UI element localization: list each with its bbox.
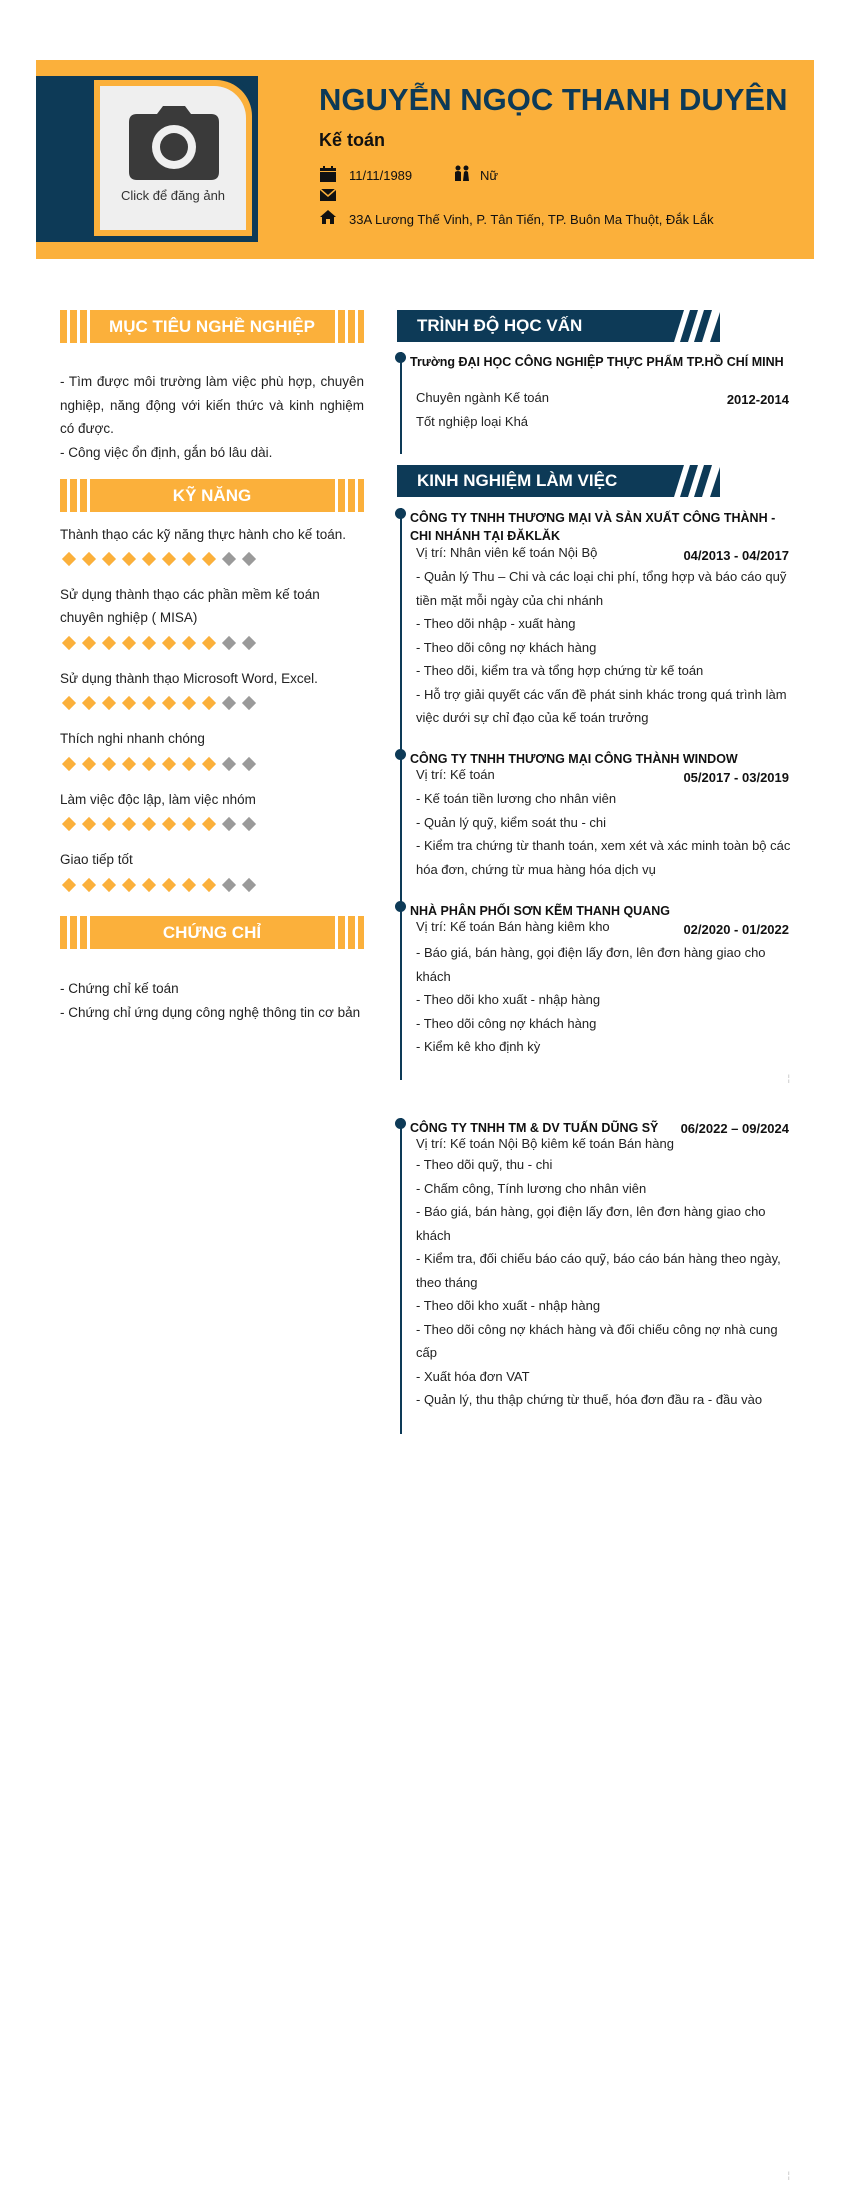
rating-empty-icon [242, 696, 256, 710]
job-duty: - Kiểm kê kho định kỳ [416, 1039, 541, 1054]
skill-rating [62, 634, 256, 652]
rating-filled-icon [62, 552, 76, 566]
job-company: CÔNG TY TNHH TM & DV TUẤN DŨNG SỸ [410, 1121, 659, 1135]
rating-filled-icon [162, 817, 176, 831]
objective-line: - Công việc ổn định, gắn bó lâu dài. [60, 444, 273, 460]
candidate-job-title: Kế toán [319, 130, 386, 150]
gender-value: Nữ [480, 168, 499, 183]
skill-rating [62, 694, 256, 712]
job-duty: - Kế toán tiền lương cho nhân viên [416, 791, 617, 806]
skill-name: Sử dụng thành thạo các phần mềm kế toán chuyên nghiệp ( MISA) [60, 587, 320, 625]
rating-filled-icon [62, 757, 76, 771]
rating-filled-icon [162, 757, 176, 771]
experience-timeline [400, 508, 402, 1080]
rating-filled-icon [142, 636, 156, 650]
rating-filled-icon [162, 696, 176, 710]
objective-text [60, 370, 364, 464]
school-name: Trường ĐẠI HỌC CÔNG NGHIỆP THỰC PHẨM TP.HỒ CHÍ MINH [410, 355, 784, 369]
job-role: Vị trí: Nhân viên kế toán Nội Bộ [416, 545, 598, 560]
rating-filled-icon [142, 696, 156, 710]
rating-filled-icon [82, 696, 96, 710]
rating-filled-icon [62, 636, 76, 650]
skill-name: Giao tiếp tốt [60, 852, 133, 867]
rating-empty-icon [222, 878, 236, 892]
job-period: 02/2020 - 01/2022 [683, 922, 789, 937]
education-major: Chuyên ngành Kế toán [416, 390, 549, 405]
rating-filled-icon [182, 878, 196, 892]
job-company: CÔNG TY TNHH THƯƠNG MẠI VÀ SẢN XUẤT CÔNG THÀNH - CHI NHÁNH TẠI ĐĂKLĂK [410, 511, 776, 543]
rating-empty-icon [222, 552, 236, 566]
rating-filled-icon [82, 636, 96, 650]
rating-filled-icon [162, 878, 176, 892]
skill-rating [62, 755, 256, 773]
job-duty: - Theo dõi, kiểm tra và tổng hợp chứng từ kế toán [416, 663, 704, 678]
job-role: Vị trí: Kế toán Nội Bộ kiêm kế toán Bán hàng [416, 1136, 674, 1151]
job-period: 06/2022 – 09/2024 [680, 1121, 789, 1136]
rating-filled-icon [102, 696, 116, 710]
job-duty: - Theo dõi quỹ, thu - chi [416, 1157, 553, 1172]
page-break-mark: ¦ [787, 1073, 790, 1083]
job-company: NHÀ PHÂN PHỐI SƠN KẼM THANH QUANG [410, 904, 670, 918]
education-dot [395, 352, 406, 363]
job-duty: - Chấm công, Tính lương cho nhân viên [416, 1180, 647, 1196]
job-duty: - Báo giá, bán hàng, gọi điện lấy đơn, lên đơn hàng giao cho khách [416, 1204, 766, 1243]
page-end-mark: ¦ [787, 2170, 790, 2180]
camera-icon[interactable] [129, 106, 219, 180]
rating-empty-icon [222, 636, 236, 650]
skill-name: Sử dụng thành thạo Microsoft Word, Excel. [60, 671, 318, 686]
objective-title: MỤC TIÊU NGHỀ NGHIỆP [109, 317, 315, 336]
job-duties [416, 565, 800, 730]
rating-filled-icon [202, 552, 216, 566]
certificates-list [60, 977, 364, 1024]
job-dot [395, 1118, 406, 1129]
rating-filled-icon [82, 817, 96, 831]
skill-name: Thành thạo các kỹ năng thực hành cho kế toán. [60, 527, 346, 542]
rating-filled-icon [102, 878, 116, 892]
gender-icon [453, 165, 471, 181]
address-value: 33A Lương Thế Vinh, P. Tân Tiến, TP. Buôn Ma Thuột, Đắk Lắk [349, 212, 714, 227]
rating-filled-icon [202, 696, 216, 710]
rating-empty-icon [242, 757, 256, 771]
job-duty: - Hỗ trợ giải quyết các vấn đề phát sinh khác trong quá trình làm việc dưới sự chỉ đạo của kế toán trưởng [416, 686, 787, 725]
photo-caption[interactable]: Click để đăng ảnh [120, 188, 226, 203]
rating-filled-icon [102, 757, 116, 771]
job-duty: - Kiểm tra chứng từ thanh toán, xem xét và xác minh toàn bộ các hóa đơn, chứng từ mua hàng hóa dịch vụ [416, 838, 791, 877]
job-duty: - Quản lý quỹ, kiểm soát thu - chi [416, 814, 607, 830]
rating-filled-icon [122, 696, 136, 710]
rating-empty-icon [222, 757, 236, 771]
experience-title: KINH NGHIỆM LÀM VIỆC [417, 471, 618, 490]
rating-filled-icon [142, 757, 156, 771]
rating-empty-icon [242, 878, 256, 892]
skill-rating [62, 815, 256, 833]
job-duty: - Theo dõi công nợ khách hàng [416, 639, 597, 655]
rating-filled-icon [162, 636, 176, 650]
job-duty: - Xuất hóa đơn VAT [416, 1368, 530, 1384]
rating-filled-icon [162, 552, 176, 566]
job-duty: - Theo dõi công nợ khách hàng [416, 1015, 597, 1031]
job-role: Vị trí: Kế toán Bán hàng kiêm kho [416, 919, 610, 934]
rating-filled-icon [202, 636, 216, 650]
rating-filled-icon [122, 757, 136, 771]
birthday-value: 11/11/1989 [349, 168, 413, 183]
rating-empty-icon [222, 696, 236, 710]
rating-filled-icon [82, 552, 96, 566]
skills-heading [60, 479, 364, 512]
rating-filled-icon [102, 552, 116, 566]
objective-heading [60, 310, 364, 343]
certificate-item: - Chứng chỉ kế toán [60, 981, 179, 996]
rating-filled-icon [82, 757, 96, 771]
rating-filled-icon [202, 878, 216, 892]
rating-filled-icon [82, 878, 96, 892]
job-dot [395, 749, 406, 760]
job-duty: - Báo giá, bán hàng, gọi điện lấy đơn, lên đơn hàng giao cho khách [416, 945, 766, 984]
job-period: 04/2013 - 04/2017 [683, 548, 789, 563]
job-role: Vị trí: Kế toán [416, 767, 495, 782]
heading-slashes [666, 465, 720, 497]
rating-filled-icon [142, 878, 156, 892]
experience-heading [397, 465, 720, 497]
education-heading [397, 310, 720, 342]
job-duty: - Theo dõi công nợ khách hàng và đối chiếu công nợ nhà cung cấp [416, 1321, 778, 1360]
rating-filled-icon [122, 636, 136, 650]
calendar-icon [319, 166, 337, 182]
rating-empty-icon [222, 817, 236, 831]
rating-filled-icon [62, 817, 76, 831]
education-grade: Tốt nghiệp loại Khá [416, 414, 529, 429]
skill-rating [62, 550, 256, 568]
rating-filled-icon [202, 817, 216, 831]
job-dot [395, 508, 406, 519]
rating-filled-icon [102, 636, 116, 650]
rating-filled-icon [202, 757, 216, 771]
skills-title: KỸ NĂNG [172, 486, 252, 505]
rating-empty-icon [242, 817, 256, 831]
education-title: TRÌNH ĐỘ HỌC VẤN [417, 316, 583, 335]
job-duty: - Kiểm tra, đối chiếu báo cáo quỹ, báo cáo bán hàng theo ngày, theo tháng [416, 1251, 781, 1290]
rating-empty-icon [242, 552, 256, 566]
home-icon [319, 209, 337, 225]
job-dot [395, 901, 406, 912]
rating-filled-icon [182, 696, 196, 710]
job-duty: - Theo dõi kho xuất - nhập hàng [416, 1298, 601, 1313]
cv-header [36, 60, 814, 259]
job-period: 05/2017 - 03/2019 [683, 770, 789, 785]
job-duty: - Theo dõi kho xuất - nhập hàng [416, 992, 601, 1007]
certificates-title: CHỨNG CHỈ [162, 923, 262, 942]
job-duties [416, 941, 800, 1059]
rating-filled-icon [182, 552, 196, 566]
job-duties [416, 1153, 800, 1412]
education-period: 2012-2014 [726, 392, 789, 407]
job-duty: - Theo dõi nhập - xuất hàng [416, 616, 576, 631]
candidate-name: NGUYỄN NGỌC THANH DUYÊN [319, 82, 788, 117]
skill-rating [62, 876, 256, 894]
experience-timeline-continued [400, 1118, 402, 1434]
rating-filled-icon [142, 817, 156, 831]
certificate-item: - Chứng chỉ ứng dụng công nghệ thông tin cơ bản [60, 1004, 361, 1020]
rating-filled-icon [182, 636, 196, 650]
rating-filled-icon [182, 757, 196, 771]
email-icon [319, 187, 337, 203]
job-duties [416, 787, 800, 881]
job-company: CÔNG TY TNHH THƯƠNG MẠI CÔNG THÀNH WINDOW [410, 752, 738, 766]
skill-name: Thích nghi nhanh chóng [60, 731, 205, 746]
certificates-heading [60, 916, 364, 949]
rating-filled-icon [122, 552, 136, 566]
job-duty: - Quản lý Thu – Chi và các loại chi phí, tổng hợp và báo cáo quỹ tiền mặt mỗi ngày của chi nhánh [416, 569, 787, 608]
skill-name: Làm việc độc lập, làm việc nhóm [60, 792, 256, 807]
rating-filled-icon [122, 878, 136, 892]
education-timeline [400, 352, 402, 454]
rating-filled-icon [62, 696, 76, 710]
job-duty: - Quản lý, thu thập chứng từ thuế, hóa đơn đầu ra - đầu vào [416, 1392, 763, 1407]
heading-slashes [666, 310, 720, 342]
rating-filled-icon [62, 878, 76, 892]
rating-empty-icon [242, 636, 256, 650]
rating-filled-icon [142, 552, 156, 566]
objective-line: - Tìm được môi trường làm việc phù hợp, chuyên nghiệp, năng động với kiến thức và kinh nghiệm có được. [60, 374, 364, 436]
rating-filled-icon [182, 817, 196, 831]
rating-filled-icon [122, 817, 136, 831]
rating-filled-icon [102, 817, 116, 831]
